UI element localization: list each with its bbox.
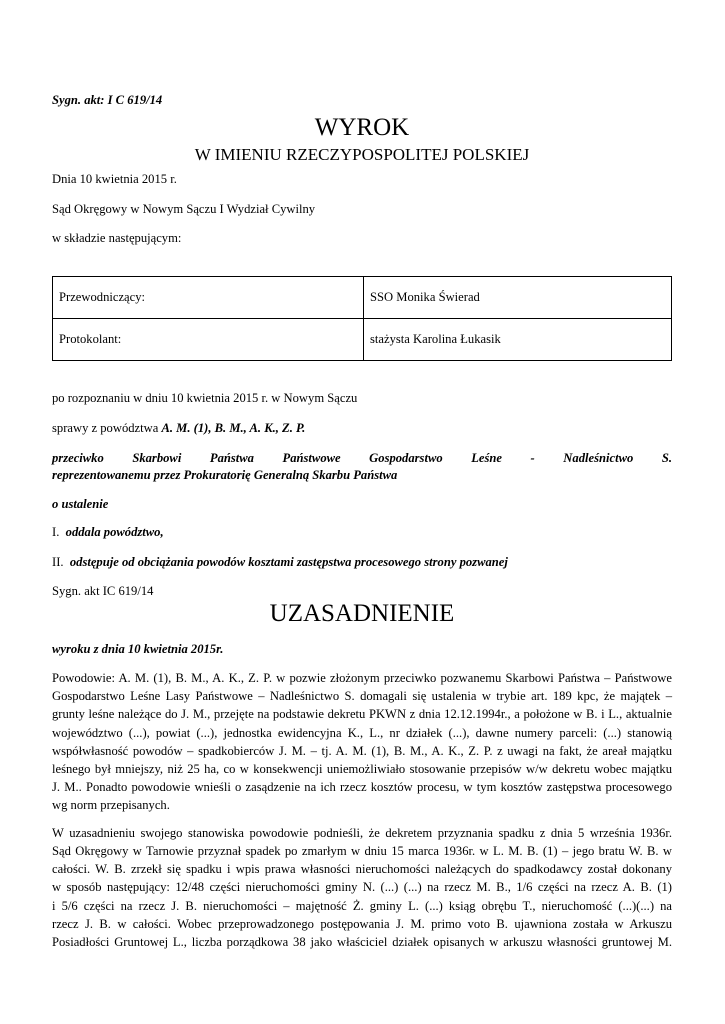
name-cell: SSO Monika Świerad	[364, 277, 672, 319]
para2-line: w sposób następujący: 12/48 części nieruchomości gminy N. (...) (...) na rzecz M. B., 1/6 części na rzecz A. B. (1)	[52, 880, 672, 894]
table-row	[53, 277, 672, 319]
point-text: oddala powództwo,	[65, 525, 164, 539]
para2-line: rzecz J. B. w całości. Wobec przeprowadzonego postępowania J. M. primo voto B. ujawniona została w Arkuszu	[52, 917, 672, 931]
para1-line: współwłasność powodów – spadkobierców J. M. – tj. A. M. (1), B. M., A. K., Z. P. z uwagi na fakt, że areał majątku	[52, 744, 672, 758]
point-number: I.	[52, 525, 60, 539]
para1-line: wg norm przepisanych.	[52, 798, 170, 812]
para1-line: Gospodarstwo Leśne Lasy Państwowe – Nadleśnictwo S. domagali się ustalenia w trybie art. 189 kpc, że majątek –	[52, 689, 672, 703]
justification-title: UZASADNIENIE	[269, 600, 455, 627]
composition-table	[52, 276, 672, 361]
ruling-point-2	[52, 555, 508, 570]
case-plaintiffs	[52, 421, 305, 436]
para1-line: leśnego był mniejszy, niż 25 ha, co w konsekwencji uniemożliwiało stosowanie przepisów w/w dekretu wobec majątku	[52, 762, 672, 776]
case-subject: o ustalenie	[52, 497, 109, 511]
para2-line: W uzasadnieniu swojego stanowiska powodowie podnieśli, że dekretem przyznania spadku z dnia 5 września 1936r.	[52, 826, 672, 840]
case-signature: Sygn. akt: I C 619/14	[52, 93, 163, 107]
para2-line: Sąd Okręgowy w Tarnowie przyznał spadek po zmarłym w dniu 15 marca 1936r. w L. M. B. (1) – jego bratu W. B. w	[52, 844, 672, 858]
name-cell: stażysta Karolina Łukasik	[364, 319, 672, 361]
point-number: II.	[52, 555, 64, 569]
point-text: odstępuje od obciążania powodów kosztami zastępstwa procesowego strony pozwanej	[69, 555, 508, 569]
para2-line: całości. W. B. zrzekł się spadku i wpis prawa własności nieruchomości należących do spadkodawcy został dokonany	[52, 862, 672, 876]
para1-line: J. M.. Ponadto powodowie wnieśli o zasądzenie na ich rzecz kosztów procesu, w tym kosztów zastępstwa procesowego	[52, 780, 672, 794]
justification-subtitle: wyroku z dnia 10 kwietnia 2015r.	[52, 642, 224, 656]
plaintiffs-names: A. M. (1), B. M., A. K., Z. P.	[161, 421, 306, 435]
hearing-info: po rozpoznaniu w dniu 10 kwietnia 2015 r. w Nowym Sączu	[52, 391, 358, 405]
para1-line: Powodowie: A. M. (1), B. M., A. K., Z. P. w pozwie złożonym przeciwko pozwanemu Skarbowi Państwa – Państwowe	[52, 671, 672, 685]
para1-line: grunty leśne należące do J. M., przejęte na podstawie dekretu PKWN z dnia 12.12.1994r., a położone w B. i L., aktualnie	[52, 707, 672, 721]
table-row	[53, 319, 672, 361]
case-prefix: sprawy z powództwa	[52, 421, 162, 435]
judgment-date: Dnia 10 kwietnia 2015 r.	[52, 172, 177, 186]
defendant-line-1: przeciwko Skarbowi Państwa Państwowe Gospodarstwo Leśne - Nadleśnictwo S.	[52, 451, 672, 465]
para2-line: i 5/6 części na rzecz J. B. nieruchomości – majętność Ż. gminy L. (...) ksiąg obrębu T., nieruchomość (...)(...) na	[52, 899, 672, 913]
ruling-point-1	[52, 525, 164, 540]
judgment-title: WYROK	[314, 114, 410, 141]
role-cell: Przewodniczący:	[53, 277, 364, 319]
role-cell: Protokolant:	[53, 319, 364, 361]
composition-intro: w składzie następującym:	[52, 231, 182, 245]
judgment-subtitle: W IMIENIU RZECZYPOSPOLITEJ POLSKIEJ	[194, 145, 530, 164]
justification-signature: Sygn. akt IC 619/14	[52, 584, 154, 598]
defendant-line-2: reprezentowanemu przez Prokuratorię Generalną Skarbu Państwa	[52, 468, 398, 482]
para2-line: Posiadłości Gruntowej L., liczba porządkowa 38 jako właściciel działek opisanych w arkuszu własności gruntowej M.	[52, 935, 672, 949]
court-name: Sąd Okręgowy w Nowym Sączu I Wydział Cywilny	[52, 202, 316, 216]
para1-line: województwo (...), powiat (...), jednostka ewidencyjna K., L., nr działek (...), dawne numery parceli: (...) stanowią	[52, 726, 672, 740]
